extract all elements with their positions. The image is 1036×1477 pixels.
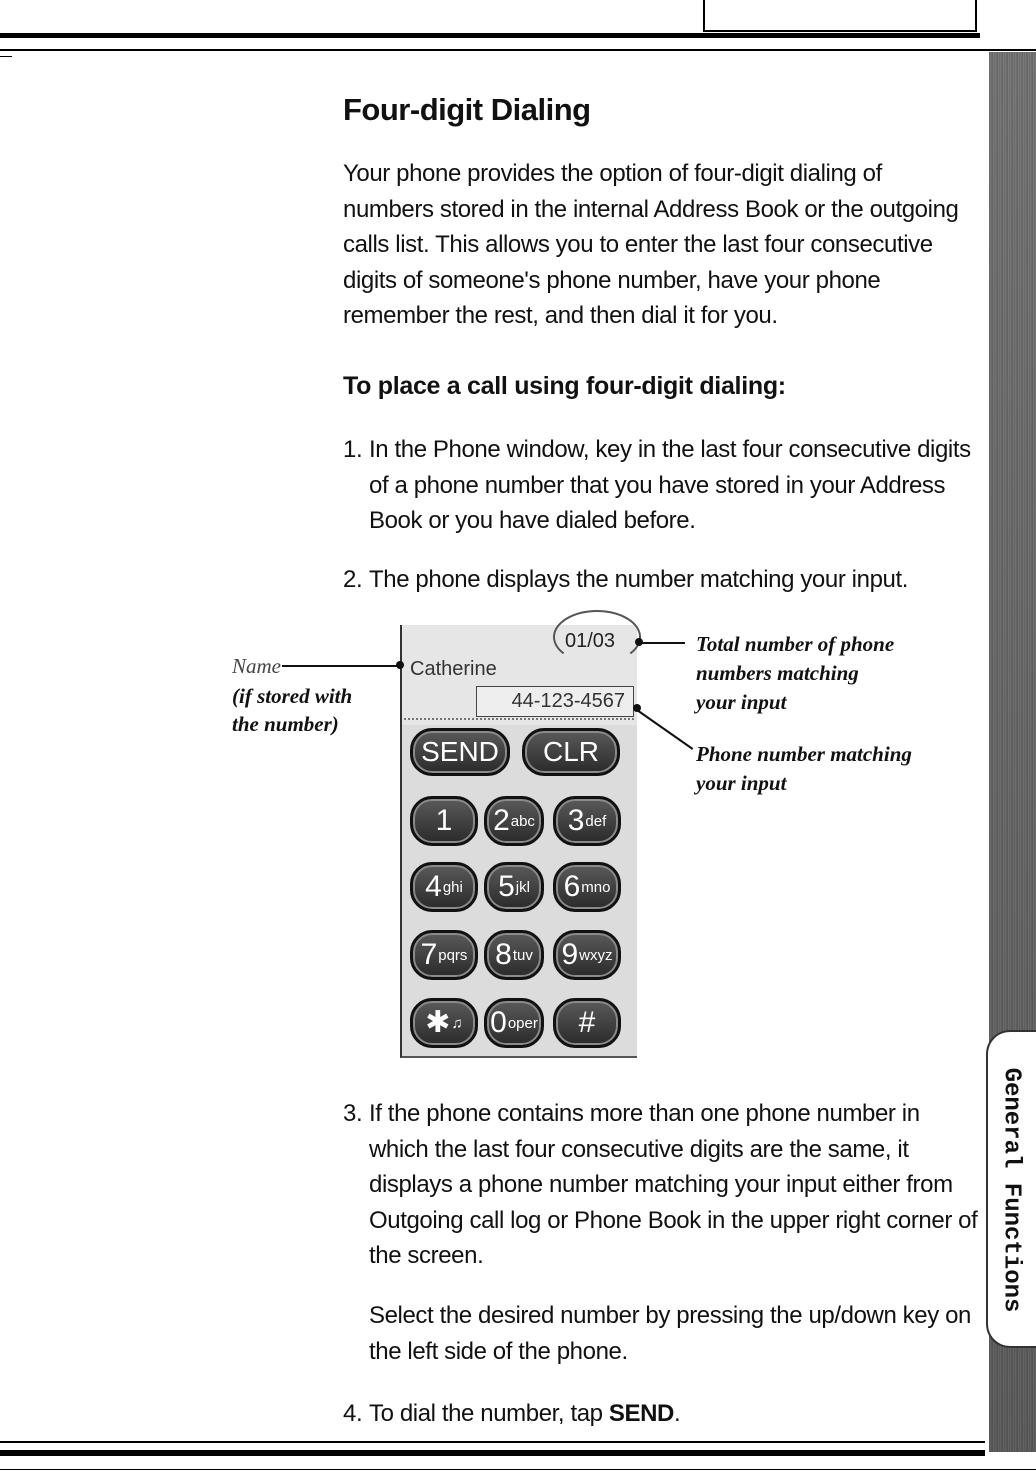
header-tick [0, 56, 12, 57]
keypad-key-11 [484, 998, 544, 1048]
step-2 [343, 562, 983, 598]
step-text: If the phone contains more than one phone number in which the last four consecutive digits are the same, it displays a phone number matching your input either from Outgoing call log or Phone Book in the upper right corner of the screen. [369, 1100, 978, 1269]
name-callout-note-2: the number) [232, 712, 339, 736]
footer-rule-thick [0, 1450, 985, 1456]
key-letters: wxyz [579, 946, 613, 964]
key-digit: 1 [435, 804, 453, 837]
match-counter: 01/03 [565, 630, 616, 652]
send-emphasis: SEND [608, 1400, 674, 1427]
keypad-key-4 [410, 862, 478, 912]
match-callout-2: your input [696, 771, 787, 795]
keypad-key-2 [484, 796, 544, 846]
key-digit: 8 [495, 938, 512, 971]
match-callout-line [636, 709, 693, 750]
send-key: SEND [410, 728, 510, 776]
key-digit: # [578, 1006, 596, 1039]
keypad-key-6 [553, 862, 621, 912]
matched-phone-number: 44-123-4567 [476, 686, 634, 717]
total-callout-2: numbers matching [696, 661, 859, 685]
total-callout-line [641, 642, 685, 644]
step-number: 4. [343, 1400, 363, 1427]
key-digit: 0 [490, 1006, 507, 1039]
keypad-key-8 [484, 930, 544, 980]
key-letters: mno [581, 878, 611, 896]
page-title: Four-digit Dialing [343, 92, 591, 127]
header-box [703, 0, 977, 32]
footer-rule-thin [0, 1469, 1036, 1470]
intro-paragraph: Your phone provides the option of four-digit dialing of numbers stored in the internal Address Book or the outgoing calls list. This allows you to enter the last four consecutive digits of someone's phone number, have your phone remember the rest, and then dial it for you. [343, 160, 959, 329]
key-letters: ♫ [451, 1014, 463, 1032]
step-text: The phone displays the number matching your input. [369, 566, 908, 593]
side-tab-label: General Functions [997, 1067, 1025, 1313]
key-digit: 6 [563, 870, 581, 903]
key-digit: 3 [567, 804, 585, 837]
step-number: 2. [343, 566, 363, 593]
key-letters: ghi [442, 878, 463, 896]
total-callout-3: your input [696, 690, 787, 714]
step-4 [343, 1396, 983, 1432]
step-3-note: Select the desired number by pressing the up/down key on the left side of the phone. [369, 1302, 971, 1365]
name-callout-label: Name [232, 654, 281, 678]
dotted-divider [404, 718, 634, 720]
keypad-key-9 [553, 930, 621, 980]
keypad-key-10 [410, 998, 478, 1048]
key-digit: 5 [498, 870, 515, 903]
procedure-heading: To place a call using four-digit dialing: [343, 372, 786, 400]
keypad-key-1 [410, 796, 478, 846]
name-callout-dot [396, 661, 404, 669]
key-digit: 9 [561, 938, 579, 971]
key-digit: ✱ [425, 1006, 451, 1039]
step-number: 1. [343, 436, 363, 463]
name-callout-line [282, 665, 400, 667]
key-letters: tuv [512, 946, 533, 964]
key-letters: jkl [515, 878, 530, 896]
total-callout-1: Total number of phone [696, 632, 895, 656]
step-number: 3. [343, 1100, 363, 1127]
key-letters: oper [507, 1014, 538, 1032]
header-rule-thin [0, 49, 1036, 51]
keypad-key-3 [553, 796, 621, 846]
key-digit: 7 [420, 938, 438, 971]
key-digit: 4 [425, 870, 442, 903]
keypad-key-12 [553, 998, 621, 1048]
key-letters: def [585, 812, 607, 830]
key-letters: pqrs [438, 946, 468, 964]
keypad-key-7 [410, 930, 478, 980]
match-callout-1: Phone number matching [696, 742, 912, 766]
key-letters: abc [510, 812, 535, 830]
keypad-key-5 [484, 862, 544, 912]
step-1 [343, 432, 983, 539]
step-text: To dial the number, tap SEND. [369, 1400, 681, 1427]
step-text: In the Phone window, key in the last four consecutive digits of a phone number that you have stored in your Address Book or you have dialed before. [369, 436, 971, 534]
name-callout-note-1: (if stored with [232, 684, 353, 708]
step-3 [343, 1096, 983, 1274]
key-digit: 2 [493, 804, 510, 837]
header-rule [0, 33, 980, 38]
caller-name: Catherine [410, 658, 497, 680]
clr-key: CLR [522, 728, 620, 776]
footer-rule [0, 1441, 985, 1443]
